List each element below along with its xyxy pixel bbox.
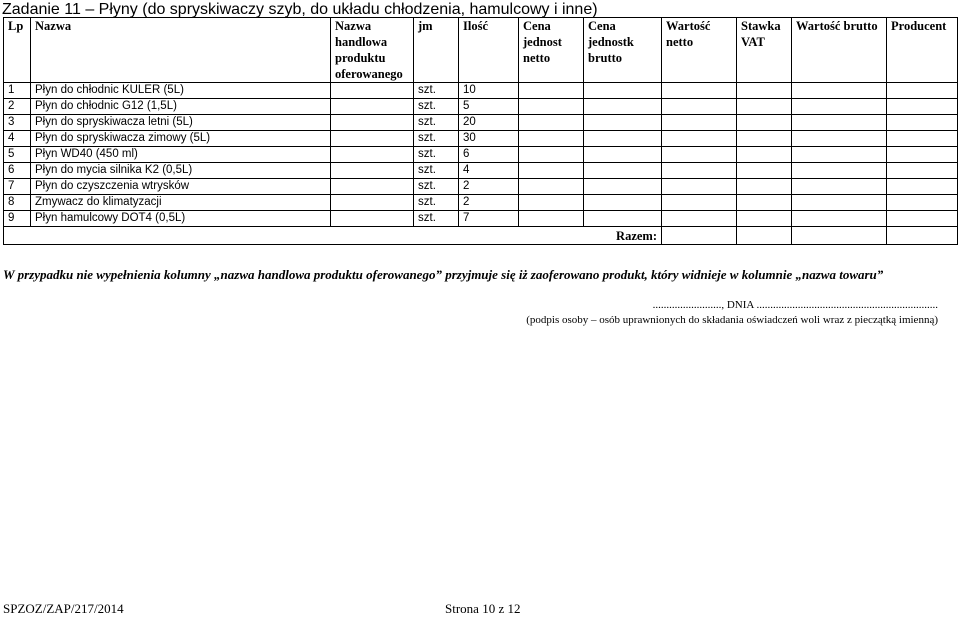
row-cena-brutto[interactable] bbox=[584, 115, 662, 131]
row-producent[interactable] bbox=[887, 131, 958, 147]
row-nazwa: Zmywacz do klimatyzacji bbox=[31, 195, 331, 211]
razem-stawka-vat[interactable] bbox=[737, 227, 792, 245]
row-lp: 6 bbox=[4, 163, 31, 179]
row-cena-netto[interactable] bbox=[519, 131, 584, 147]
row-producent[interactable] bbox=[887, 195, 958, 211]
row-lp: 1 bbox=[4, 83, 31, 99]
row-wartosc-netto[interactable] bbox=[662, 211, 737, 227]
row-nazwa: Płyn do chłodnic G12 (1,5L) bbox=[31, 99, 331, 115]
row-jm: szt. bbox=[414, 195, 459, 211]
row-cena-netto[interactable] bbox=[519, 179, 584, 195]
row-stawka-vat[interactable] bbox=[737, 131, 792, 147]
row-wartosc-brutto[interactable] bbox=[792, 211, 887, 227]
row-nazwa-handlowa[interactable] bbox=[331, 195, 414, 211]
row-jm: szt. bbox=[414, 163, 459, 179]
row-cena-netto[interactable] bbox=[519, 115, 584, 131]
row-cena-netto[interactable] bbox=[519, 83, 584, 99]
table-row bbox=[4, 99, 958, 115]
row-jm: szt. bbox=[414, 115, 459, 131]
row-stawka-vat[interactable] bbox=[737, 211, 792, 227]
row-wartosc-netto[interactable] bbox=[662, 99, 737, 115]
row-wartosc-brutto[interactable] bbox=[792, 99, 887, 115]
row-cena-brutto[interactable] bbox=[584, 163, 662, 179]
row-nazwa: Płyn do spryskiwacza letni (5L) bbox=[31, 115, 331, 131]
row-ilosc: 2 bbox=[459, 195, 519, 211]
row-cena-netto[interactable] bbox=[519, 195, 584, 211]
row-nazwa: Płyn do spryskiwacza zimowy (5L) bbox=[31, 131, 331, 147]
row-producent[interactable] bbox=[887, 115, 958, 131]
row-stawka-vat[interactable] bbox=[737, 179, 792, 195]
row-cena-netto[interactable] bbox=[519, 147, 584, 163]
header-ilosc: Ilość bbox=[459, 18, 519, 83]
header-lp: Lp bbox=[4, 18, 31, 83]
row-wartosc-netto[interactable] bbox=[662, 179, 737, 195]
header-producent: Producent bbox=[887, 18, 958, 83]
table-row bbox=[4, 163, 958, 179]
razem-wartosc-brutto[interactable] bbox=[792, 227, 887, 245]
row-lp: 5 bbox=[4, 147, 31, 163]
page-title: Zadanie 11 – Płyny (do spryskiwaczy szyb, do układu chłodzenia, hamulcowy i inne) bbox=[2, 1, 598, 18]
footer-page-number: Strona 10 z 12 bbox=[445, 601, 521, 616]
row-cena-netto[interactable] bbox=[519, 99, 584, 115]
row-producent[interactable] bbox=[887, 179, 958, 195]
row-nazwa: Płyn do chłodnic KULER (5L) bbox=[31, 83, 331, 99]
table-header-row bbox=[4, 18, 958, 83]
row-nazwa-handlowa[interactable] bbox=[331, 179, 414, 195]
row-stawka-vat[interactable] bbox=[737, 163, 792, 179]
row-jm: szt. bbox=[414, 211, 459, 227]
header-stawka-vat: Stawka VAT bbox=[737, 18, 792, 83]
table-row bbox=[4, 147, 958, 163]
header-cena-netto: Cena jednost netto bbox=[519, 18, 584, 83]
row-stawka-vat[interactable] bbox=[737, 99, 792, 115]
row-producent[interactable] bbox=[887, 99, 958, 115]
header-nazwa-handlowa: Nazwa handlowa produktu oferowanego bbox=[331, 18, 414, 83]
footer-reference: SPZOZ/ZAP/217/2014 bbox=[3, 601, 124, 616]
row-lp: 8 bbox=[4, 195, 31, 211]
header-wartosc-brutto: Wartość brutto bbox=[792, 18, 887, 83]
note-text: W przypadku nie wypełnienia kolumny „nazwa handlowa produktu oferowanego” przyjmuje się iż zaoferowano produkt, który widnieje w kolumnie „nazwa towaru” bbox=[3, 267, 884, 282]
razem-label: Razem: bbox=[4, 227, 662, 245]
row-wartosc-brutto[interactable] bbox=[792, 163, 887, 179]
row-ilosc: 6 bbox=[459, 147, 519, 163]
row-nazwa: Płyn do czyszczenia wtrysków bbox=[31, 179, 331, 195]
row-wartosc-netto[interactable] bbox=[662, 163, 737, 179]
row-ilosc: 10 bbox=[459, 83, 519, 99]
header-jm: jm bbox=[414, 18, 459, 83]
row-cena-brutto[interactable] bbox=[584, 211, 662, 227]
row-jm: szt. bbox=[414, 83, 459, 99]
row-wartosc-brutto[interactable] bbox=[792, 195, 887, 211]
row-wartosc-netto[interactable] bbox=[662, 115, 737, 131]
table-row bbox=[4, 179, 958, 195]
row-nazwa-handlowa[interactable] bbox=[331, 115, 414, 131]
row-wartosc-netto[interactable] bbox=[662, 83, 737, 99]
row-nazwa-handlowa[interactable] bbox=[331, 99, 414, 115]
row-wartosc-brutto[interactable] bbox=[792, 147, 887, 163]
header-nazwa: Nazwa bbox=[31, 18, 331, 83]
row-lp: 9 bbox=[4, 211, 31, 227]
row-lp: 2 bbox=[4, 99, 31, 115]
row-cena-netto[interactable] bbox=[519, 163, 584, 179]
row-ilosc: 2 bbox=[459, 179, 519, 195]
row-nazwa-handlowa[interactable] bbox=[331, 147, 414, 163]
signature-date-line: ........................., DNIA .................................................................. bbox=[652, 299, 938, 311]
razem-wartosc-netto[interactable] bbox=[662, 227, 737, 245]
row-cena-brutto[interactable] bbox=[584, 195, 662, 211]
row-nazwa-handlowa[interactable] bbox=[331, 131, 414, 147]
row-nazwa: Płyn WD40 (450 ml) bbox=[31, 147, 331, 163]
row-nazwa: Płyn hamulcowy DOT4 (0,5L) bbox=[31, 211, 331, 227]
row-cena-brutto[interactable] bbox=[584, 83, 662, 99]
row-ilosc: 4 bbox=[459, 163, 519, 179]
row-ilosc: 5 bbox=[459, 99, 519, 115]
row-lp: 3 bbox=[4, 115, 31, 131]
row-nazwa-handlowa[interactable] bbox=[331, 163, 414, 179]
row-wartosc-brutto[interactable] bbox=[792, 131, 887, 147]
row-producent[interactable] bbox=[887, 147, 958, 163]
razem-producent[interactable] bbox=[887, 227, 958, 245]
row-stawka-vat[interactable] bbox=[737, 195, 792, 211]
row-cena-brutto[interactable] bbox=[584, 147, 662, 163]
row-wartosc-netto[interactable] bbox=[662, 131, 737, 147]
items-table bbox=[3, 17, 958, 245]
razem-row bbox=[4, 227, 958, 245]
row-cena-brutto[interactable] bbox=[584, 99, 662, 115]
row-wartosc-brutto[interactable] bbox=[792, 115, 887, 131]
row-stawka-vat[interactable] bbox=[737, 83, 792, 99]
row-producent[interactable] bbox=[887, 163, 958, 179]
row-cena-brutto[interactable] bbox=[584, 131, 662, 147]
table-row bbox=[4, 195, 958, 211]
row-lp: 7 bbox=[4, 179, 31, 195]
row-jm: szt. bbox=[414, 99, 459, 115]
row-ilosc: 30 bbox=[459, 131, 519, 147]
row-nazwa: Płyn do mycia silnika K2 (0,5L) bbox=[31, 163, 331, 179]
row-producent[interactable] bbox=[887, 83, 958, 99]
table-row bbox=[4, 115, 958, 131]
signature-caption: (podpis osoby – osób uprawnionych do składania oświadczeń woli wraz z pieczątką imienną) bbox=[526, 314, 938, 326]
header-wartosc-netto: Wartość netto bbox=[662, 18, 737, 83]
row-ilosc: 20 bbox=[459, 115, 519, 131]
row-jm: szt. bbox=[414, 179, 459, 195]
row-wartosc-netto[interactable] bbox=[662, 195, 737, 211]
row-jm: szt. bbox=[414, 147, 459, 163]
row-lp: 4 bbox=[4, 131, 31, 147]
row-wartosc-netto[interactable] bbox=[662, 147, 737, 163]
row-nazwa-handlowa[interactable] bbox=[331, 83, 414, 99]
table-row bbox=[4, 211, 958, 227]
row-wartosc-brutto[interactable] bbox=[792, 179, 887, 195]
row-nazwa-handlowa[interactable] bbox=[331, 211, 414, 227]
table-row bbox=[4, 131, 958, 147]
row-cena-brutto[interactable] bbox=[584, 179, 662, 195]
row-ilosc: 7 bbox=[459, 211, 519, 227]
header-cena-brutto: Cena jednostk brutto bbox=[584, 18, 662, 83]
row-stawka-vat[interactable] bbox=[737, 147, 792, 163]
row-wartosc-brutto[interactable] bbox=[792, 83, 887, 99]
row-cena-netto[interactable] bbox=[519, 211, 584, 227]
table-row bbox=[4, 83, 958, 99]
row-producent[interactable] bbox=[887, 211, 958, 227]
row-jm: szt. bbox=[414, 131, 459, 147]
row-stawka-vat[interactable] bbox=[737, 115, 792, 131]
